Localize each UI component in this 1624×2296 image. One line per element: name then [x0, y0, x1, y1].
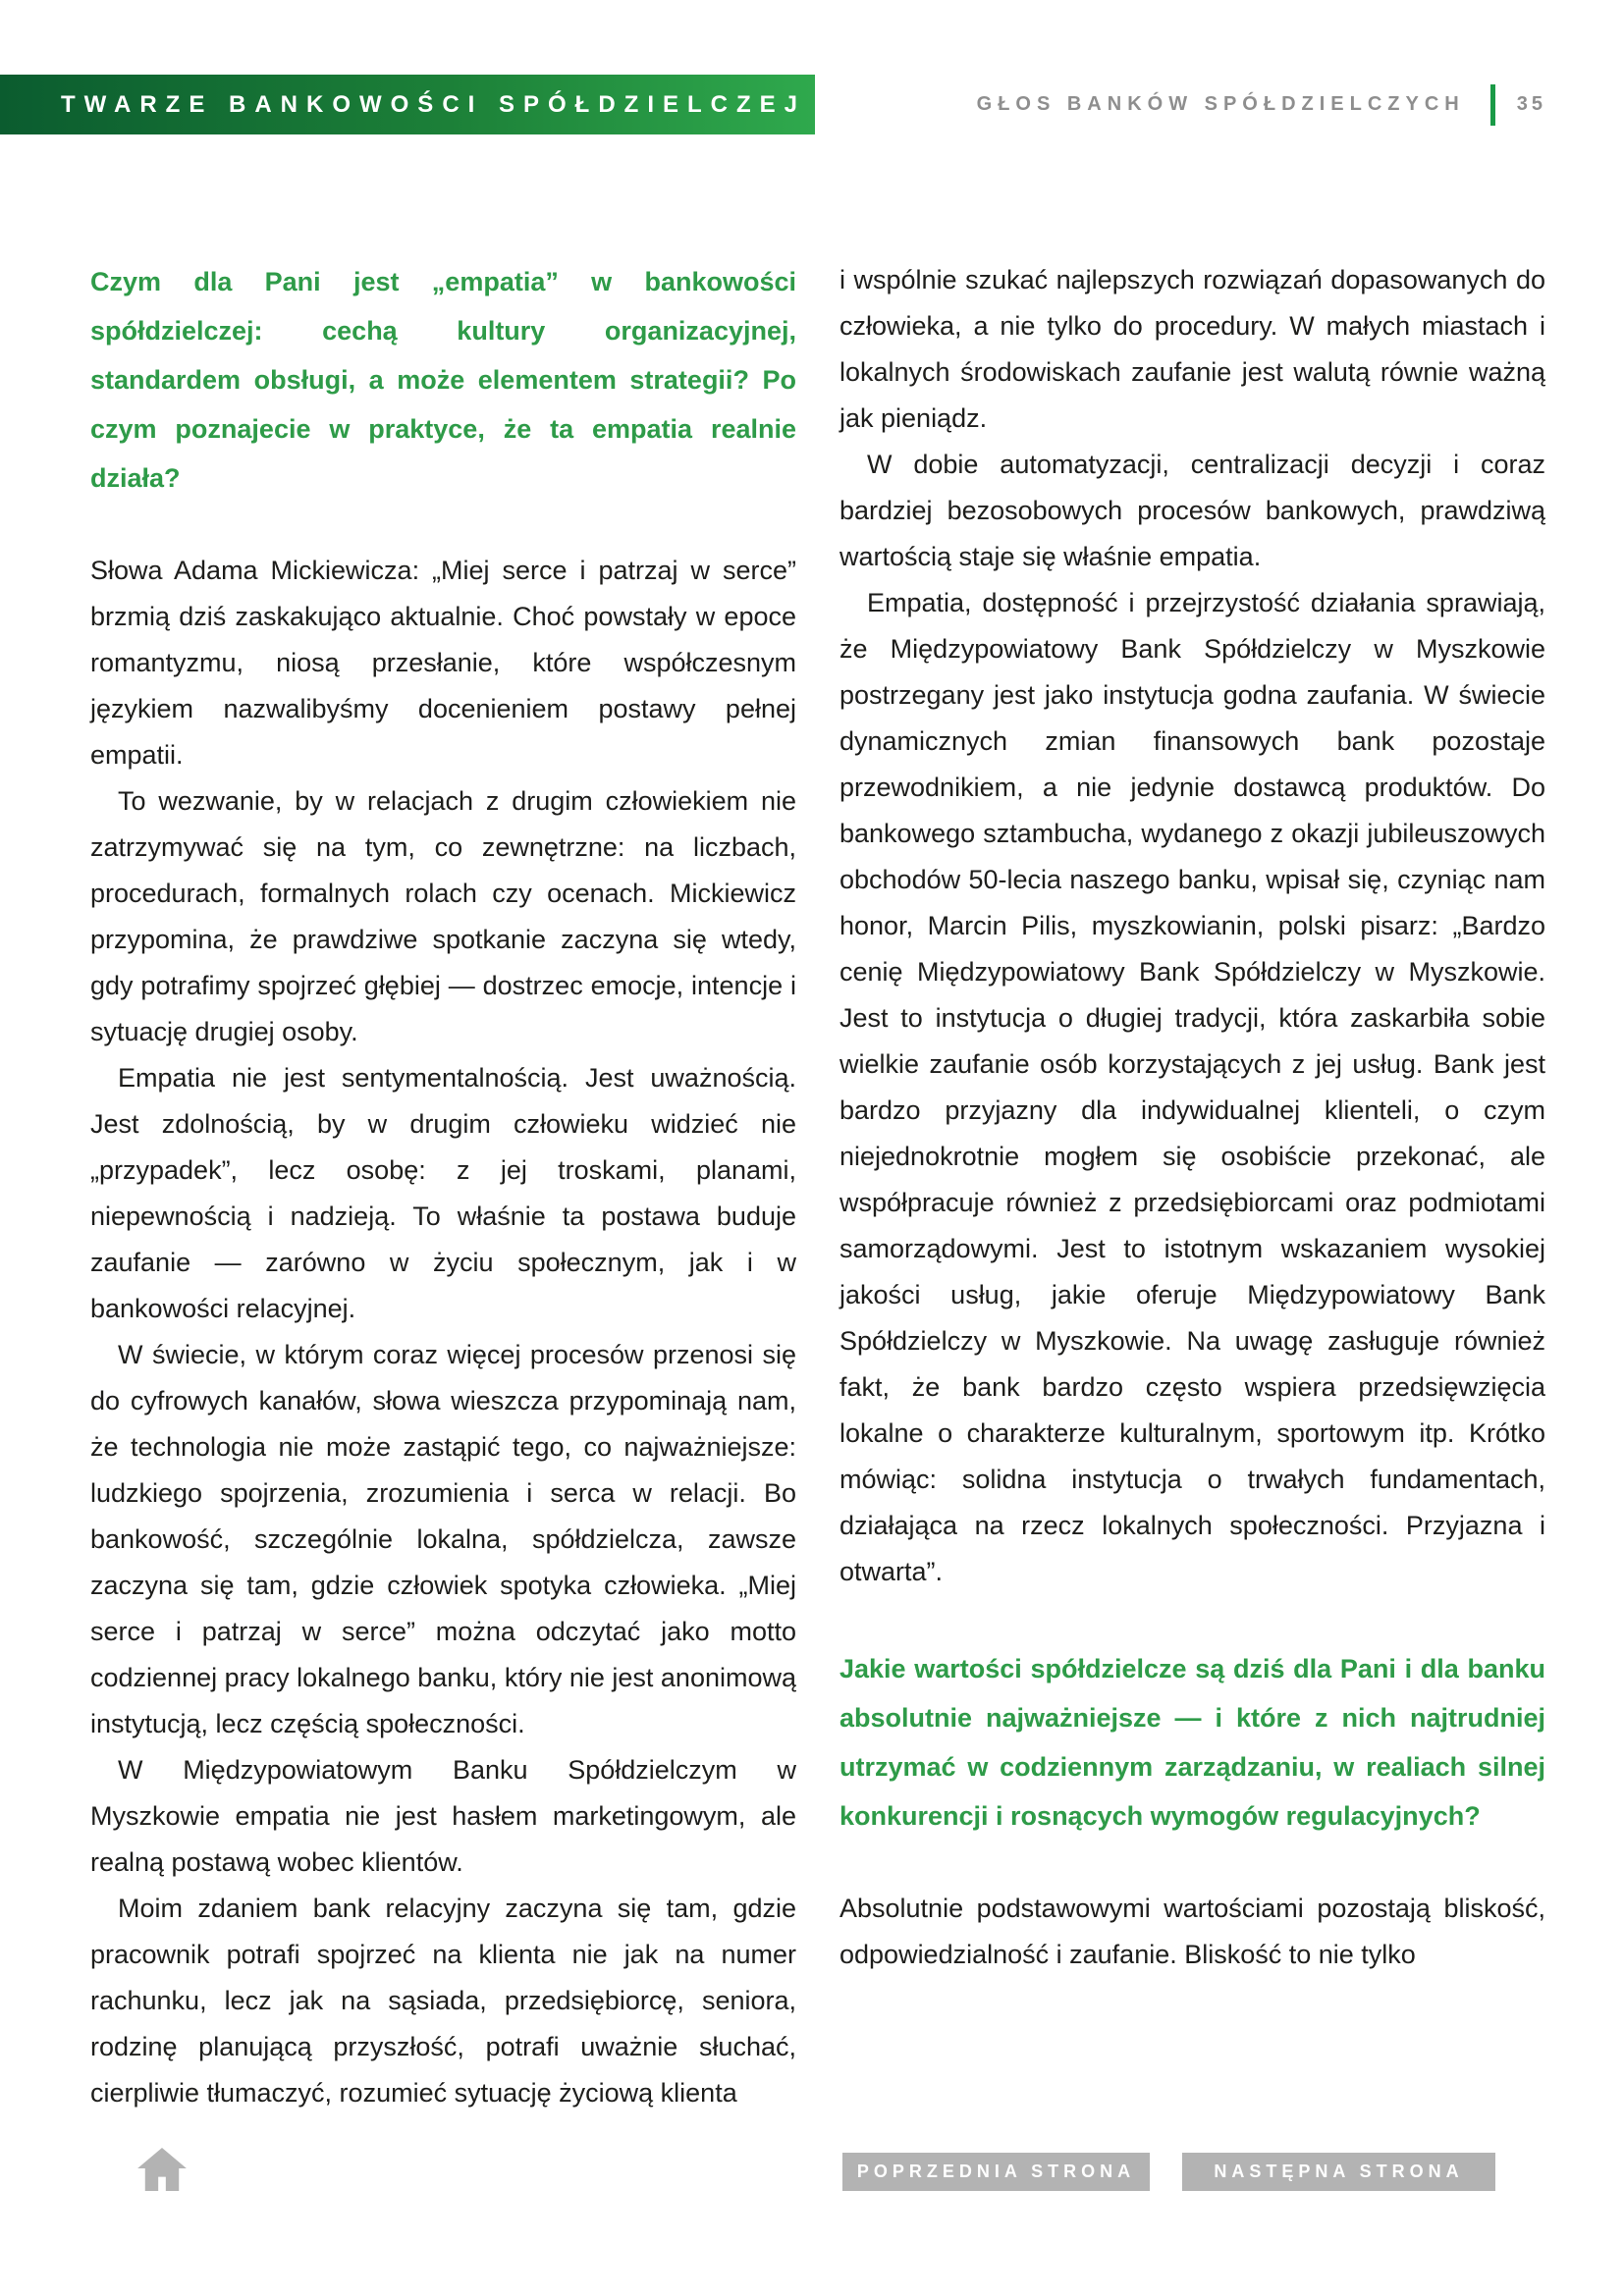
- paragraph: Słowa Adama Mickiewicza: „Miej serce i patrzaj w serce” brzmią dziś zaskakująco aktualnie. Choć powstały w epoce romantyzmu, niosą przesłanie, które współczesnym językiem nazwalibyśmy docenieniem postawy pełnej empatii.: [90, 556, 796, 770]
- paragraph: To wezwanie, by w relacjach z drugim człowiekiem nie zatrzymywać się na tym, co zewnętrzne: na liczbach, procedurach, formalnych rolach czy ocenach. Mickiewicz przypomina, że prawdziwe spotkanie zaczyna się wtedy, gdy potrafimy spojrzeć głębiej — dostrzec emocje, intencje i sytuację drugiej osoby.: [90, 786, 796, 1046]
- next-page-button[interactable]: NASTĘPNA STRONA: [1182, 2153, 1495, 2191]
- paragraph: W świecie, w którym coraz więcej procesów przenosi się do cyfrowych kanałów, słowa wieszcza przypominają nam, że technologia nie może zastąpić tego, co najważniejsze: ludzkiego spojrzenia, zrozumienia i serca w relacji. Bo bankowość, szczególnie lokalna, spółdzielcza, zawsze zaczyna się tam, gdzie człowiek spotyka człowieka. „Miej serce i patrzaj w serce” można odczytać jako motto codziennej pracy lokalnego banku, który nie jest anonimową instytucją, lecz częścią społeczności.: [90, 1340, 796, 1738]
- home-icon: [137, 2179, 187, 2194]
- article-columns: [90, 257, 1545, 2116]
- paragraph: W dobie automatyzacji, centralizacji decyzji i coraz bardziej bezosobowych procesów bankowych, prawdziwą wartością staje się właśnie empatia.: [839, 450, 1545, 571]
- publication-title: GŁOS BANKÓW SPÓŁDZIELCZYCH: [976, 93, 1465, 115]
- paragraph: W Międzypowiatowym Banku Spółdzielczym w Myszkowie empatia nie jest hasłem marketingowym, ale realną postawą wobec klientów.: [90, 1755, 796, 1877]
- previous-page-button[interactable]: POPRZEDNIA STRONA: [842, 2153, 1150, 2191]
- right-column: [839, 257, 1545, 2116]
- running-header: [977, 75, 1546, 134]
- paragraph: Empatia nie jest sentymentalnością. Jest uważnością. Jest zdolnością, by w drugim człowieku widzieć nie „przypadek”, lecz osobę: z jej troskami, planami, niepewnością i nadzieją. To właśnie ta postawa buduje zaufanie — zarówno w życiu społecznym, jak i w bankowości relacyjnej.: [90, 1063, 796, 1323]
- home-button[interactable]: [137, 2148, 187, 2191]
- section-banner: [0, 75, 815, 134]
- paragraph: Empatia, dostępność i przejrzystość działania sprawiają, że Międzypowiatowy Bank Spółdzielczy w Myszkowie postrzegany jest jako instytucja godna zaufania. W świecie dynamicznych zmian finansowych bank pozostaje przewodnikiem, a nie jedynie dostawcą produktów. Do bankowego sztambucha, wydanego z okazji jubileuszowych obchodów 50-lecia naszego banku, wpisał się, czyniąc nam honor, Marcin Pilis, myszkowianin, polski pisarz: „Bardzo cenię Międzypowiatowy Bank Spółdzielczy w Myszkowie. Jest to instytucja o długiej tradycji, która zaskarbiła sobie wielkie zaufanie osób korzystających z jej usług. Bank jest bardzo przyjazny dla indywidualnej klienteli, o czym niejednokrotnie mogłem się osobiście przekonać, ale współpracuje również z przedsiębiorcami oraz podmiotami samorządowymi. Jest to istotnym wskazaniem wysokiej jakości usług, jakie oferuje Międzypowiatowy Bank Spółdzielczy w Myszkowie. Na uwagę zasługuje również fakt, że bank bardzo często wspiera przedsięwzięcia lokalne o charakterze kulturalnym, sportowym itp. Krótko mówiąc: solidna instytucja o trwałych fundamentach, działająca na rzecz lokalnych społeczności. Przyjazna i otwarta”.: [839, 588, 1545, 1586]
- interview-question: Czym dla Pani jest „empatia” w bankowości spółdzielczej: cechą kultury organizacyjnej, standardem obsługi, a może elementem strategii? Po czym poznajecie w praktyce, że ta empatia realnie działa?: [90, 267, 796, 493]
- page-number: 35: [1516, 93, 1546, 115]
- paragraph: Absolutnie podstawowymi wartościami pozostają bliskość, odpowiedzialność i zaufanie. Bliskość to nie tylko: [839, 1894, 1545, 1969]
- interview-question: Jakie wartości spółdzielcze są dziś dla Pani i dla banku absolutnie najważniejsze — i które z nich najtrudniej utrzymać w codziennym zarządzaniu, w realiach silnej konkurencji i rosnących wymogów regulacyjnych?: [839, 1654, 1545, 1831]
- header-divider: [1490, 84, 1495, 126]
- left-column: [90, 257, 796, 2116]
- paragraph: Moim zdaniem bank relacyjny zaczyna się tam, gdzie pracownik potrafi spojrzeć na klienta nie jak na numer rachunku, lecz jak na sąsiada, przedsiębiorcę, seniora, rodzinę planującą przyszłość, potrafi uważnie słuchać, cierpliwie tłumaczyć, rozumieć sytuację życiową klienta: [90, 1894, 796, 2108]
- paragraph: i wspólnie szukać najlepszych rozwiązań dopasowanych do człowieka, a nie tylko do procedury. W małych miastach i lokalnych środowiskach zaufanie jest walutą równie ważną jak pieniądz.: [839, 265, 1545, 433]
- section-title: TWARZE BANKOWOŚCI SPÓŁDZIELCZEJ: [61, 90, 806, 118]
